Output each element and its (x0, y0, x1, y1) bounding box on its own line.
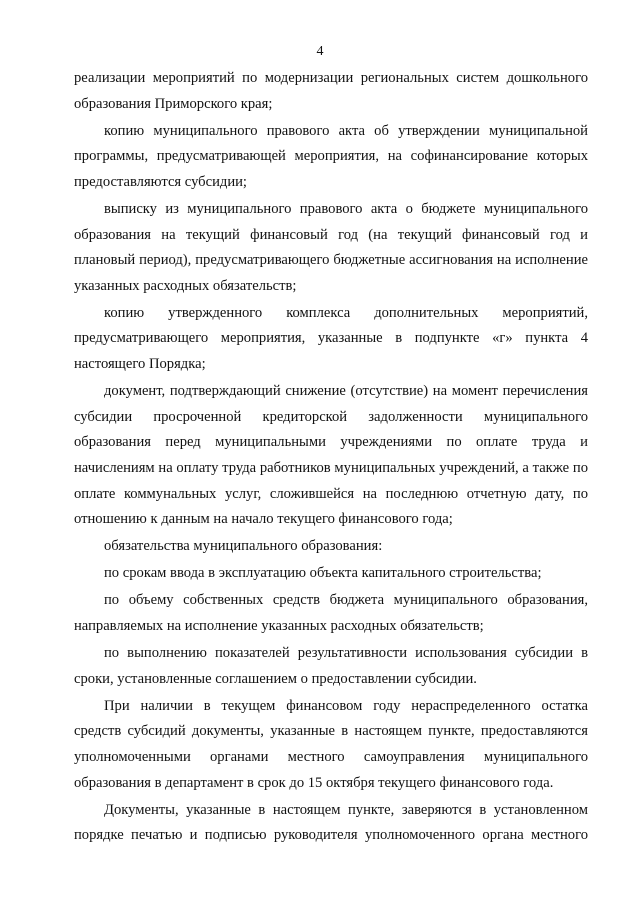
paragraph-performance-indicators: по выполнению показателей результативности использования субсидии в сроки, установленные соглашением о предоставлении субсидии. (74, 645, 588, 687)
page-number: 4 (316, 44, 324, 59)
paragraph-budget-extract: выписку из муниципального правового акта о бюджете муниципального образования на текущий финансовый год (на текущий финансовый год и плановый период), предусматривающего бюджетные ассигнования на исполнение указанных расходных обязательств; (74, 200, 588, 294)
paragraph-measures-copy: копию утвержденного комплекса дополнительных мероприятий, предусматривающего мероприятия, указанные в подпункте «г» пункта 4 настоящего Порядка; (74, 304, 588, 373)
paragraph-own-funds: по объему собственных средств бюджета муниципального образования, направляемых на исполнение указанных расходных обязательств; (74, 592, 588, 634)
paragraph-certification: Документы, указанные в настоящем пункте, заверяются в установленном порядке печатью и подписью руководителя уполномоченного органа местного (74, 801, 588, 844)
paragraph-debt-document: документ, подтверждающий снижение (отсутствие) на момент перечисления субсидии просроченной кредиторской задолженности муниципального образования перед муниципальными учреждениями по оплате труда и начислениям на оплату труда работников муниципальных учреждений, а также по оплате коммунальных услуг, сложившейся на последнюю отчетную дату, по отношению к данным на начало текущего финансового года; (74, 383, 588, 528)
document-body (74, 66, 588, 850)
paragraph-commissioning-terms: по срокам ввода в эксплуатацию объекта капитального строительства; (104, 565, 542, 582)
paragraph-continuation: реализации мероприятий по модернизации региональных систем дошкольного образования Приморского края; (74, 70, 588, 112)
paragraph-obligations: обязательства муниципального образования: (104, 538, 383, 555)
paragraph-unallocated-balance: При наличии в текущем финансовом году нераспределенного остатка средств субсидий документы, указанные в настоящем пункте, предоставляются уполномоченными органами местного самоуправления муниципального образования в департамент в срок до 15 октября текущего финансового года. (74, 697, 588, 791)
paragraph-program-copy: копию муниципального правового акта об утверждении муниципальной программы, предусматривающей мероприятия, на софинансирование которых предоставляются субсидии; (74, 122, 588, 190)
